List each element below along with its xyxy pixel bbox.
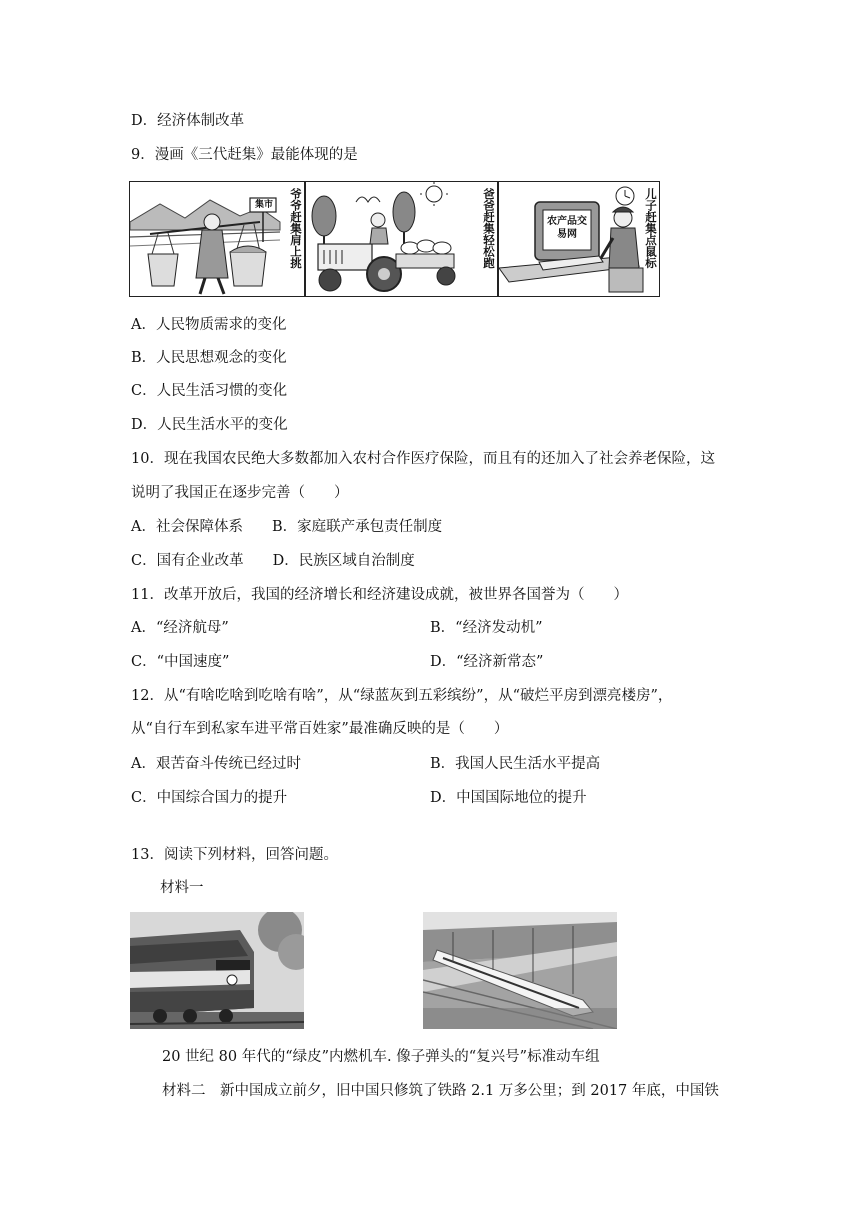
photo-caption: 20 世纪 80 年代的“绿皮”内燃机车. 像子弹头的“复兴号”标准动车组: [162, 1049, 600, 1065]
q12-stem-line1: 12．从“有啥吃啥到吃啥有啥”，从“绿蓝灰到五彩缤纷”，从“破烂平房到漂亮楼房”，: [131, 688, 673, 704]
market-sign: 集市: [254, 200, 273, 210]
q11-option-a: A．“经济航母”: [131, 620, 229, 636]
panel2-caption: 爸爸赶集轻松跑: [482, 188, 496, 269]
q12-option-b: B．我国人民生活水平提高: [430, 756, 601, 772]
q9-option-c: C．人民生活习惯的变化: [131, 383, 288, 399]
q9-option-a: A．人民物质需求的变化: [131, 317, 287, 333]
q11-option-b: B．“经济发动机”: [430, 620, 543, 636]
q10-options-row1: A．社会保障体系 B．家庭联产承包责任制度: [131, 519, 443, 535]
material1-label: 材料一: [160, 880, 204, 896]
screen-text: 农产品交易网: [547, 216, 587, 240]
q9-stem: 9．漫画《三代赶集》最能体现的是: [131, 147, 358, 163]
comic-panel-father: [305, 181, 498, 297]
q12-option-a: A．艰苦奋斗传统已经过时: [131, 756, 301, 772]
q11-option-d: D．“经济新常态”: [430, 654, 544, 670]
panel3-caption: 儿子赶集点鼠标: [644, 188, 658, 269]
q8-option-d: D．经济体制改革: [131, 113, 245, 129]
q12-stem-line2: 从“自行车到私家车进平常百姓家”最准确反映的是（ ）: [131, 721, 509, 737]
q11-stem: 11．改革开放后，我国的经济增长和经济建设成就，被世界各国誉为（ ）: [131, 587, 628, 603]
comic-three-generations: [129, 181, 660, 297]
q10-stem-line2: 说明了我国正在逐步完善（ ）: [131, 485, 349, 501]
photo-diesel-locomotive: [130, 912, 304, 1029]
q11-option-c: C．“中国速度”: [131, 654, 230, 670]
comic-panel-grandpa: [129, 181, 305, 297]
q12-option-c: C．中国综合国力的提升: [131, 790, 288, 806]
q10-options-row2: C．国有企业改革 D．民族区域自治制度: [131, 553, 415, 569]
q9-option-d: D．人民生活水平的变化: [131, 417, 288, 433]
comic-panel-son: [498, 181, 660, 297]
q12-option-d: D．中国国际地位的提升: [430, 790, 587, 806]
panel1-caption: 爷爷赶集肩上挑: [289, 188, 303, 269]
q10-stem-line1: 10．现在我国农民绝大多数都加入农村合作医疗保险，而且有的还加入了社会养老保险，这: [131, 451, 715, 467]
photo-fuxing-train: [423, 912, 617, 1029]
q13-stem: 13．阅读下列材料，回答问题。: [131, 847, 338, 863]
material2-line: 材料二 新中国成立前夕，旧中国只修筑了铁路 2.1 万多公里；到 2017 年底，中国铁: [162, 1083, 719, 1099]
q9-option-b: B．人民思想观念的变化: [131, 350, 287, 366]
